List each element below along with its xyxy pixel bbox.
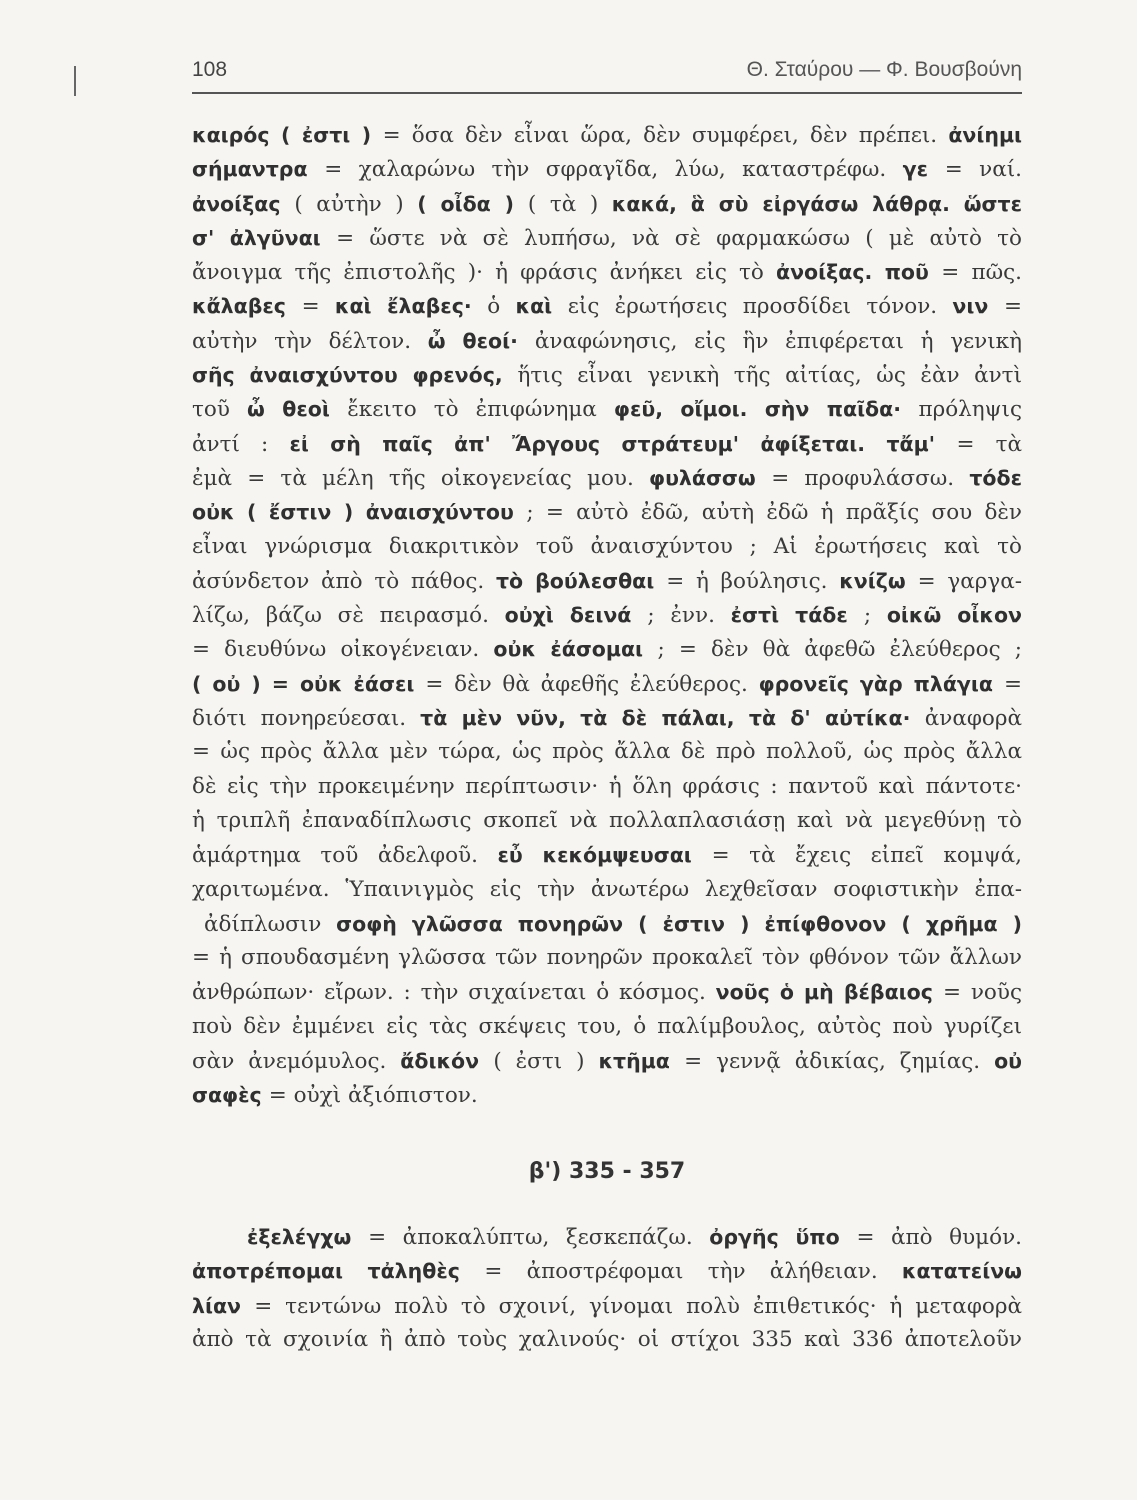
gloss: = ἡ βούλησις. <box>666 568 840 594</box>
gloss: = ὡς πρὸς ἄλλα μὲν τώρα, ὡς πρὸς ἄλλα δὲ πρὸ πολλοῦ, ὡς πρὸς ἄλλα <box>192 739 1022 765</box>
gloss: = τὰ <box>956 431 1022 457</box>
text-line <box>192 255 1022 289</box>
gloss: ἥτις εἶναι γενικὴ τῆς αἰτίας, ὡς ἐὰν ἀντὶ <box>517 363 1022 389</box>
text-line <box>192 632 1022 666</box>
lemma: ἀνοίξας. ποῦ <box>776 260 942 285</box>
lemma: φεῦ, οἴμοι. σὴν παῖδα· <box>613 397 919 422</box>
gloss: ἀπὸ τὰ σχοινία ἢ ἀπὸ τοὺς χαλινούς· οἱ στίχοι 335 καὶ 336 ἀποτελοῦν <box>192 1326 1022 1352</box>
lemma: κακά, ἃ σὺ εἰργάσω λάθρᾳ. ὥστε <box>611 191 1022 216</box>
gloss: δὲ εἰς τὴν προκειμένην περίπτωσιν· ἡ ὅλη φράσις : παντοῦ καὶ πάντοτε· <box>192 773 1022 799</box>
gloss: = ἡ σπουδασμένη γλῶσσα τῶν πονηρῶν προκαλεῖ τὸν φθόνον τῶν ἄλλων <box>192 945 1022 971</box>
text-line <box>192 667 1022 701</box>
lemma: καὶ ἔλαβες· <box>334 294 488 319</box>
lemma: ἀποτρέπομαι τἀληθὲς <box>192 1259 485 1284</box>
text-line <box>192 975 1022 1009</box>
text-line <box>192 1323 1022 1357</box>
lemma: σῆς ἀναισχύντου φρενός, <box>192 363 518 388</box>
gloss: = χαλαρώνω τὴν σφραγῖδα, λύω, καταστρέφω. <box>324 157 903 183</box>
text-line <box>192 221 1022 255</box>
lemma: οὐκ ἐάσομαι <box>493 637 658 662</box>
lemma: εὖ κεκόμψευσαι <box>497 843 712 868</box>
text-line <box>192 598 1022 632</box>
lemma: λίαν <box>192 1293 255 1318</box>
gloss: ἁμάρτημα τοῦ ἀδελφοῦ. <box>192 843 498 869</box>
lemma: οἰκῶ οἶκον <box>886 603 1022 628</box>
text-line <box>192 118 1022 152</box>
text-line <box>192 1254 1022 1288</box>
lemma: ἀνίημι <box>948 123 1022 147</box>
gloss: = διευθύνω οἰκογένειαν. <box>192 637 494 663</box>
gloss: ὁ <box>487 294 516 320</box>
lemma: νιν <box>952 294 1004 319</box>
lemma: καιρός ( ἐστι ) <box>192 123 383 147</box>
text-line <box>192 735 1022 769</box>
text-line <box>192 701 1022 735</box>
gloss: = τεντώνω πολὺ τὸ σχοινί, γίνομαι πολὺ ἐπιθετικός· ἡ μεταφορὰ <box>254 1293 1022 1319</box>
text-line <box>192 1220 1022 1254</box>
section-title: β') 335 - 357 <box>528 1159 686 1184</box>
lemma: φυλάσσω <box>649 465 772 490</box>
gloss: = ἀποστρέφομαι τὴν ἀλήθειαν. <box>484 1259 902 1285</box>
lemma: οὐ <box>994 1049 1022 1074</box>
text-line <box>192 873 1022 907</box>
lemma: ὦ θεοὶ <box>247 397 348 422</box>
header-rule <box>192 92 1022 94</box>
gloss: τοῦ <box>192 397 248 423</box>
gloss: ἀναφώνησις, εἰς ἣν ἐπιφέρεται ἡ γενικὴ <box>534 328 1022 354</box>
text-line <box>192 838 1022 872</box>
gloss: ; ἐνν. <box>647 603 731 629</box>
lemma: σαφὲς <box>192 1083 269 1108</box>
lemma: τόδε <box>969 465 1022 490</box>
text-line <box>192 770 1022 804</box>
text-line <box>192 187 1022 221</box>
commentary-text-continued <box>192 1220 1022 1357</box>
gloss: = ἀποκαλύπτω, ξεσκεπάζω. <box>368 1225 710 1250</box>
lemma: τὰ μὲν νῦν, τὰ δὲ πάλαι, τὰ δ' αὐτίκα· <box>420 706 925 731</box>
gloss: ἀδίπλωσιν <box>204 911 337 937</box>
text-line <box>192 461 1022 495</box>
gloss: = <box>301 294 335 320</box>
gloss: = προφυλάσσω. <box>771 465 970 491</box>
gloss: = ναί. <box>944 157 1022 183</box>
text-line <box>192 1078 1022 1112</box>
text-line <box>192 152 1022 186</box>
gloss: = οὐχὶ ἀξιόπιστον. <box>268 1083 478 1109</box>
text-line <box>192 941 1022 975</box>
gloss: εἶναι γνώρισμα διακριτικὸν τοῦ ἀναισχύντου ; Αἱ ἐρωτήσεις καὶ τὸ <box>192 533 1022 559</box>
running-title: Θ. Σταύρου — Φ. Βουσβούνη <box>746 58 1022 81</box>
text-line <box>192 530 1022 564</box>
lemma: σοφὴ γλῶσσα πονηρῶν ( ἐστιν ) ἐπίφθονον ( χρῆμα ) <box>336 911 1022 936</box>
gloss: ἐμὰ = τὰ μέλη τῆς οἰκογενείας μου. <box>192 465 650 491</box>
gloss: ; <box>863 603 887 629</box>
gloss: = πῶς. <box>941 260 1022 286</box>
gloss: = ὥστε νὰ σὲ λυπήσω, νὰ σὲ φαρμακώσω ( μὲ αὐτὸ τὸ <box>336 225 1022 251</box>
gloss: λίζω, βάζω σὲ πειρασμό. <box>192 603 505 629</box>
lemma: σ' ἀλγῦναι <box>192 225 337 250</box>
gloss: = <box>1004 671 1022 697</box>
lemma: καὶ <box>515 294 568 319</box>
gloss: ἡ τριπλῆ ἐπαναδίπλωσις σκοπεῖ νὰ πολλαπλασιάσῃ καὶ νὰ μεγεθύνῃ τὸ <box>192 807 1022 833</box>
gloss: πρόληψις <box>918 397 1022 423</box>
lemma: κνίζω <box>839 568 918 593</box>
text-line <box>192 804 1022 838</box>
text-line <box>192 392 1022 426</box>
text-line <box>192 358 1022 392</box>
text-line <box>192 324 1022 358</box>
gloss: ἀναφορὰ <box>924 706 1022 732</box>
text-line <box>192 907 1022 941</box>
gloss: ἀσύνδετον ἀπὸ τὸ πάθος. <box>192 568 496 594</box>
gloss: = νοῦς <box>943 980 1022 1006</box>
gloss: = γεννᾷ ἀδικίας, ζημίας. <box>684 1049 995 1075</box>
lemma: γε <box>902 157 945 182</box>
page-number: 108 <box>192 58 228 81</box>
gloss: = <box>1003 294 1022 320</box>
lemma: ( οἶδα ) <box>417 191 528 216</box>
lemma: ἐξελέγχω <box>247 1225 369 1249</box>
lemma: κτῆμα <box>598 1049 685 1074</box>
lemma: νοῦς ὁ μὴ βέβαιος <box>715 980 944 1005</box>
text-line <box>192 564 1022 598</box>
commentary-text <box>192 118 1022 1113</box>
lemma: ἄδικόν <box>400 1049 494 1074</box>
page-header <box>192 58 1022 88</box>
text-line <box>192 427 1022 461</box>
gloss: = τὰ ἔχεις εἰπεῖ κομψά, <box>711 843 1022 869</box>
gloss: σὰν ἀνεμόμυλος. <box>192 1049 401 1075</box>
gloss: ( αὐτὴν ) <box>294 191 418 217</box>
gloss: = ἀπὸ θυμόν. <box>856 1225 1022 1250</box>
text-line <box>192 1010 1022 1044</box>
lemma: οὐκ ( ἔστιν ) ἀναισχύντου <box>192 500 527 525</box>
gloss: ; = δὲν θὰ ἀφεθῶ ἐλεύθερος ; <box>657 637 1022 663</box>
lemma: ἐστὶ τάδε <box>730 603 864 628</box>
gloss: χαριτωμένα. Ὑπαινιγμὸς εἰς τὴν ἀνωτέρω λεχθεῖσαν σοφιστικὴν ἐπα- <box>192 876 1022 902</box>
lemma: φρονεῖς γὰρ πλάγια <box>758 671 1004 696</box>
text-line <box>192 1044 1022 1078</box>
gloss: ποὺ δὲν ἐμμένει εἰς τὰς σκέψεις του, ὁ παλίμβουλος, αὐτὸς ποὺ γυρίζει <box>192 1013 1022 1039</box>
lemma: οὐχὶ δεινά <box>504 603 648 628</box>
gloss: ἔκειτο τὸ ἐπιφώνημα <box>347 397 614 423</box>
gloss: διότι πονηρεύεσαι. <box>192 706 421 732</box>
text-line <box>192 1289 1022 1323</box>
lemma: ἀνοίξας <box>192 191 295 216</box>
gloss: εἰς ἐρωτήσεις προσδίδει τόνον. <box>567 294 953 320</box>
lemma: κἄλαβες <box>192 294 302 319</box>
lemma: σήμαντρα <box>192 157 325 182</box>
gloss: αὐτὴν τὴν δέλτον. <box>192 328 428 354</box>
lemma: εἰ σὴ παῖς ἀπ' Ἄργους στράτευμ' ἀφίξεται. τἄμ' <box>289 431 957 456</box>
gloss: = γαργα- <box>917 568 1022 594</box>
text-line <box>192 495 1022 529</box>
gloss: ; = αὐτὸ ἐδῶ, αὐτὴ ἐδῶ ἡ πρᾶξίς σου δὲν <box>526 500 1022 526</box>
gloss: = δὲν θὰ ἀφεθῆς ἐλεύθερος. <box>425 671 759 697</box>
gloss: ἀντί : <box>192 431 290 457</box>
lemma: τὸ βούλεσθαι <box>495 568 667 593</box>
gloss: ἄνοιγμα τῆς ἐπιστολῆς )· ἡ φράσις ἀνήκει εἰς τὸ <box>192 260 776 286</box>
lemma: ( οὐ ) = οὐκ ἐάσει <box>192 671 426 696</box>
lemma: κατατείνω <box>901 1259 1022 1284</box>
text-line <box>192 289 1022 323</box>
gloss: ( ἐστι ) <box>493 1049 599 1075</box>
lemma: ὦ θεοί· <box>427 328 535 353</box>
gloss: = ὅσα δὲν εἶναι ὥρα, δὲν συμφέρει, δὲν πρέπει. <box>382 123 949 148</box>
margin-mark <box>74 66 76 96</box>
gloss: ( τὰ ) <box>527 191 612 217</box>
gloss: ἀνθρώπων· εἴρων. : τὴν σιχαίνεται ὁ κόσμος. <box>192 980 716 1006</box>
lemma: ὀργῆς ὕπο <box>709 1225 857 1249</box>
